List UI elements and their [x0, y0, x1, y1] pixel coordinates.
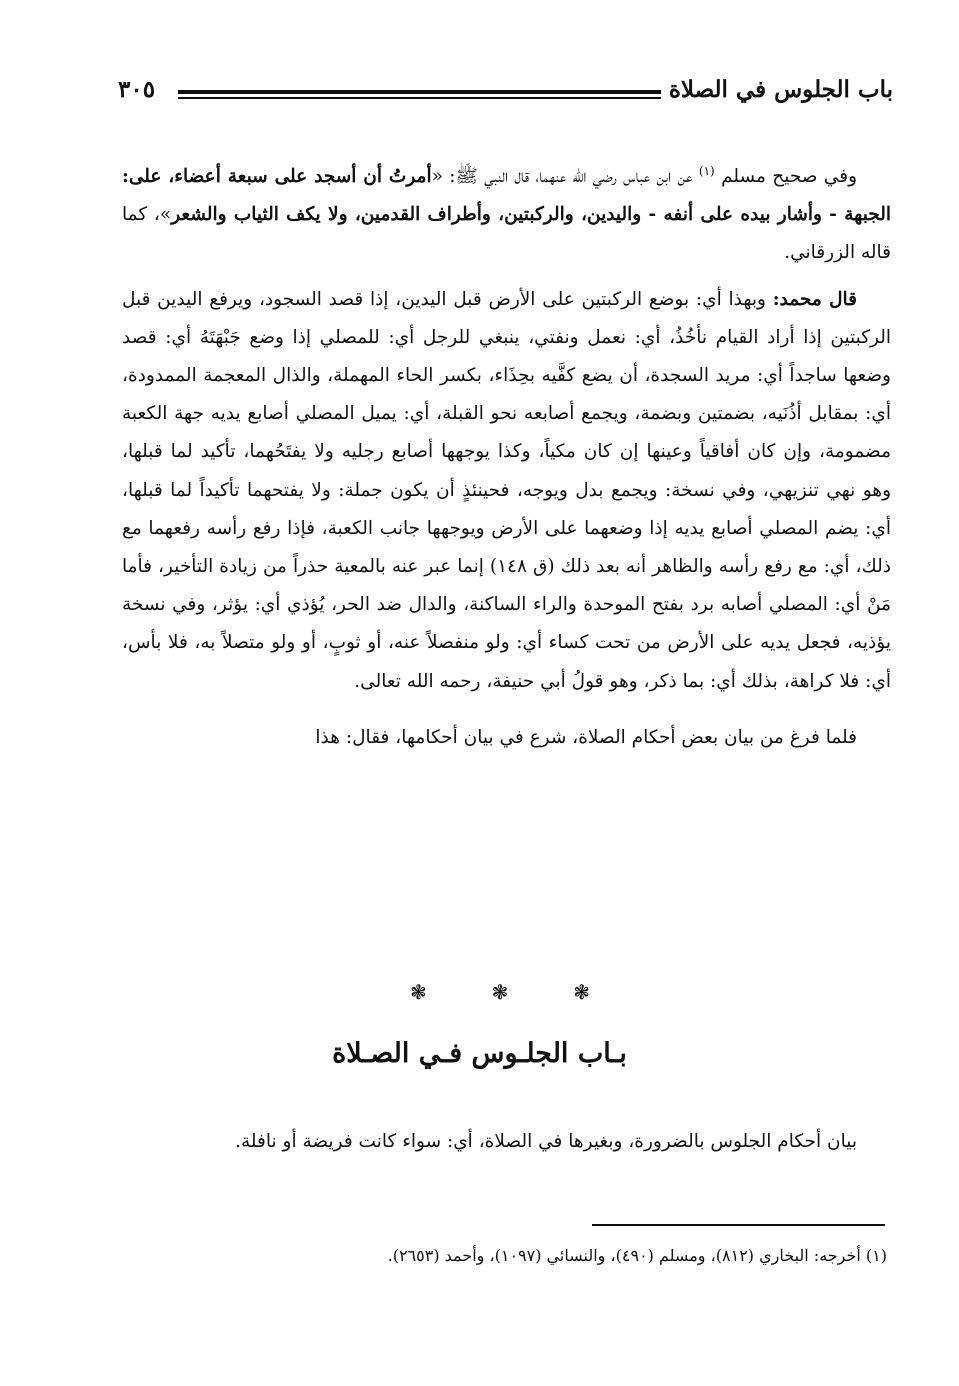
- paragraph-hadith: [122, 158, 891, 273]
- section-title: بـاب الجلـوس فـي الصـلاة: [332, 1038, 627, 1069]
- header-rule: [178, 90, 661, 100]
- page-number: ٣٠٥: [118, 76, 156, 103]
- separator-star-icon: ❃: [410, 980, 427, 1004]
- separator-star-icon: ❃: [573, 980, 590, 1004]
- hadith-attribution: »، كما قاله الزرقاني.: [122, 204, 891, 264]
- paragraph-commentary: [122, 281, 891, 701]
- section-intro: بيان أحكام الجلوس بالضرورة، وبغيرها في الصلاة، أي: سواء كانت فريضة أو نافلة.: [235, 1130, 857, 1152]
- chapter-title: باب الجلوس في الصلاة: [668, 76, 893, 103]
- main-text: [122, 158, 891, 757]
- separator-star-icon: ❃: [491, 980, 509, 1004]
- footnote-rule: [592, 1224, 885, 1226]
- footnote-ref: (١): [698, 163, 715, 178]
- hadith-intro: وفي صحيح مسلم: [721, 166, 858, 187]
- footnote: (١) أخرجه: البخاري (٨١٢)، ومسلم (٤٩٠)، والنسائي (١٠٩٧)، وأحمد (٢٦٥٣).: [387, 1246, 887, 1265]
- header-rule-thick: [178, 90, 661, 94]
- speaker-label: قال محمد:: [772, 288, 857, 310]
- commentary-text: وبهذا أي: بوضع الركبتين على الأرض قبل اليدين، إذا قصد السجود، ويرفع اليدين قبل الركبتين إذا أراد القيام نأخُذُ، أي: نعمل ونفتي، ينبغي للرجل أي: للمصلي إذا وضع جَبْهَتَهُ أي: قصد وضعها ساجداً أي: مريد السجدة، أن يضع كفَّيه بحِذَاء، بكسر الحاء المهملة، والذال المعجمة الممدودة، أي: بمقابل أذُنَيه، بضمتين وبضمة، ويجمع أصابعه نحو القبلة، أي: يميل المصلي أصابع يديه جهة الكعبة مضمومة، وإن كان أفاقياً وعينها إن كان مكياً، وكذا يوجهها أصابع رجليه ولا يفتَحُهما، تأكيد لما قبلها، وهو نهي تنزيهي، وفي نسخة: ويجمع بدل ويوجه، فحينئذٍ أن يكون جملة: ولا يفتحهما تأكيداً لما قبلها، أي: يضم المصلي أصابع يديه إذا وضعهما على الأرض ويوجهها جانب الكعبة، فإذا رفع رأسه رفعهما مع ذلك، أي: مع رفع رأسه والظاهر أنه بعد ذلك (ق ١٤٨) إنما عبر عنه بالمعية حذراً من زيادة التأخير، فأما مَنْ أي: المصلي أصابه برد بفتح الموحدة والراء الساكنة، والدال ضد الحر، يُؤذي أي: يؤثر، وفي نسخة يؤذيه، فجعل يديه على الأرض من تحت كساء أي: ولو منفصلاً عنه، أو ثوبٍ، أو ولو متصلاً به، فلا بأس، أي: فلا كراهة، بذلك أي: بما ذكر، وهو قولُ أبي حنيفة، رحمه الله تعالى.: [122, 288, 891, 692]
- running-header: [118, 76, 893, 116]
- hadith-narration: عن ابن عباس رضي الله عنهما، قال النبي ﷺ: «: [431, 166, 693, 187]
- section-separator: [410, 982, 590, 1002]
- hadith-quote: أمرتُ أن أسجد على سبعة أعضاء، على: الجبهة - وأشار بيده على أنفه - واليدين، والركبتين، وأطراف القدمين، ولا يكف الثياب والشعر: [122, 166, 892, 226]
- paragraph-transition: فلما فرغ من بيان بعض أحكام الصلاة، شرع في بيان أحكامها، فقال: هذا: [315, 726, 857, 748]
- header-rule-thin: [178, 97, 661, 99]
